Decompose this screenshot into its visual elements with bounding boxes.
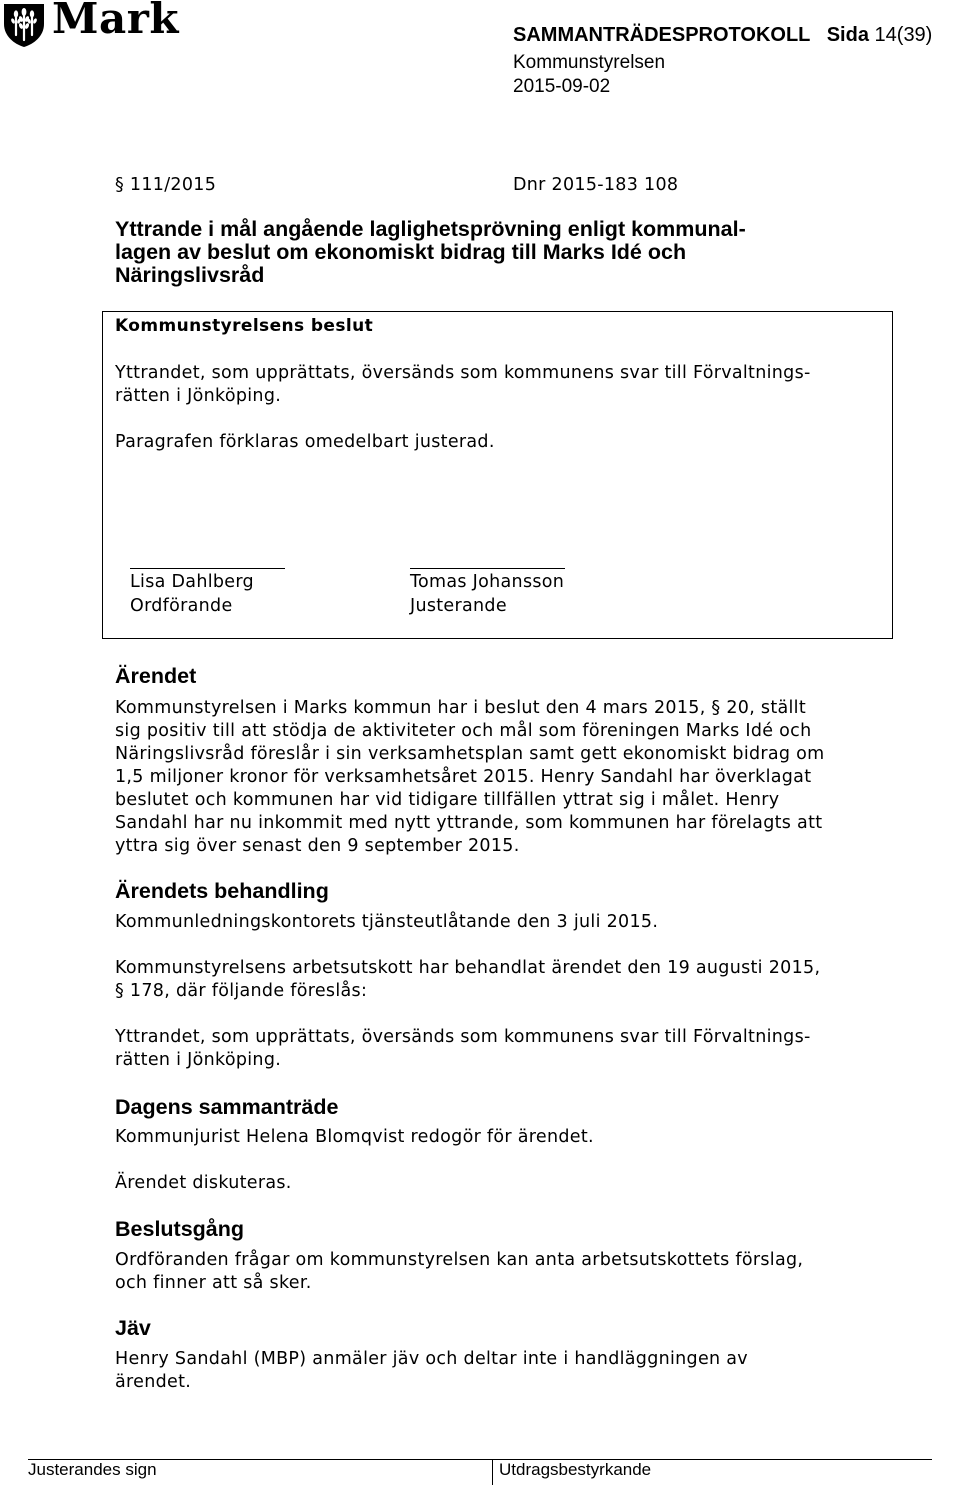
section-heading-dagens: Dagens sammanträde [115, 1095, 339, 1119]
behandling-line: § 178, där följande föreslås: [115, 981, 368, 1001]
header-date: 2015-09-02 [513, 76, 611, 97]
section-heading-jav: Jäv [115, 1316, 151, 1340]
arendet-line: Sandahl har nu inkommit med nytt yttrande, som kommunen har förelagts att [115, 813, 823, 833]
behandling-line: rätten i Jönköping. [115, 1050, 282, 1070]
decision-text-line: rätten i Jönköping. [115, 386, 282, 406]
behandling-line: Yttrandet, som upprättats, översänds som kommunens svar till Förvaltnings- [115, 1027, 811, 1047]
signature-line-adjuster [410, 568, 565, 569]
municipality-logo [0, 0, 200, 50]
signature-name-chair: Lisa Dahlberg [130, 572, 254, 592]
beslutsgang-line: och finner att så sker. [115, 1273, 312, 1293]
header-body-name: Kommunstyrelsen [513, 52, 666, 73]
paragraph-title-line: lagen av beslut om ekonomiskt bidrag till Marks Idé och [115, 240, 687, 264]
justerad-statement: Paragrafen förklaras omedelbart justerad. [115, 432, 495, 452]
signature-line-chair [130, 568, 285, 569]
arendet-line: Kommunstyrelsen i Marks kommun har i beslut den 4 mars 2015, § 20, ställt [115, 698, 807, 718]
section-heading-beslutsgang: Beslutsgång [115, 1217, 245, 1241]
beslutsgang-line: Ordföranden frågar om kommunstyrelsen kan anta arbetsutskottets förslag, [115, 1250, 804, 1270]
decision-text-line: Yttrandet, som upprättats, översänds som kommunens svar till Förvaltnings- [115, 363, 811, 383]
footer-rule [28, 1459, 932, 1460]
diary-number: Dnr 2015-183 108 [513, 175, 679, 195]
footer-utdragsbestyrkande: Utdragsbestyrkande [499, 1460, 652, 1479]
paragraph-title-line: Näringslivsråd [115, 263, 265, 287]
arendet-line: Näringslivsråd föreslår i sin verksamhetsplan samt gett ekonomiskt bidrag om [115, 744, 825, 764]
paragraph-number: § 111/2015 [115, 175, 217, 195]
footer-justerandes-sign: Justerandes sign [28, 1460, 157, 1479]
paragraph-title-line: Yttrande i mål angående laglighetsprövning enligt kommunal- [115, 217, 746, 241]
signature-role-adjuster: Justerande [410, 596, 507, 616]
document-title: SAMMANTRÄDESPROTOKOLL [513, 24, 811, 46]
behandling-line: Kommunstyrelsens arbetsutskott har behandlat ärendet den 19 augusti 2015, [115, 958, 821, 978]
coat-of-arms-icon [2, 2, 46, 48]
arendet-line: yttra sig över senast den 9 september 2015. [115, 836, 520, 856]
page-number: 14(39) [874, 24, 933, 46]
footer-divider [492, 1459, 493, 1485]
page-label: Sida [826, 24, 869, 46]
dagens-paragraph: Ärendet diskuteras. [115, 1173, 292, 1193]
jav-line: ärendet. [115, 1372, 192, 1392]
arendet-line: beslutet och kommunen har vid tidigare tillfällen yttrat sig i målet. Henry [115, 790, 780, 810]
dagens-paragraph: Kommunjurist Helena Blomqvist redogör för ärendet. [115, 1127, 594, 1147]
decision-heading: Kommunstyrelsens beslut [115, 316, 374, 336]
behandling-paragraph: Kommunledningskontorets tjänsteutlåtande den 3 juli 2015. [115, 912, 659, 932]
signature-role-chair: Ordförande [130, 596, 233, 616]
logo-text: Mark [52, 0, 179, 43]
document-header [513, 24, 932, 47]
signature-name-adjuster: Tomas Johansson [410, 572, 565, 592]
arendet-line: 1,5 miljoner kronor för verksamhetsåret 2015. Henry Sandahl har överklagat [115, 767, 812, 787]
section-heading-behandling: Ärendets behandling [115, 879, 329, 903]
section-heading-arendet: Ärendet [115, 664, 197, 688]
arendet-line: sig positiv till att stödja de aktiviteter och mål som föreningen Marks Idé och [115, 721, 812, 741]
jav-line: Henry Sandahl (MBP) anmäler jäv och deltar inte i handläggningen av [115, 1349, 748, 1369]
